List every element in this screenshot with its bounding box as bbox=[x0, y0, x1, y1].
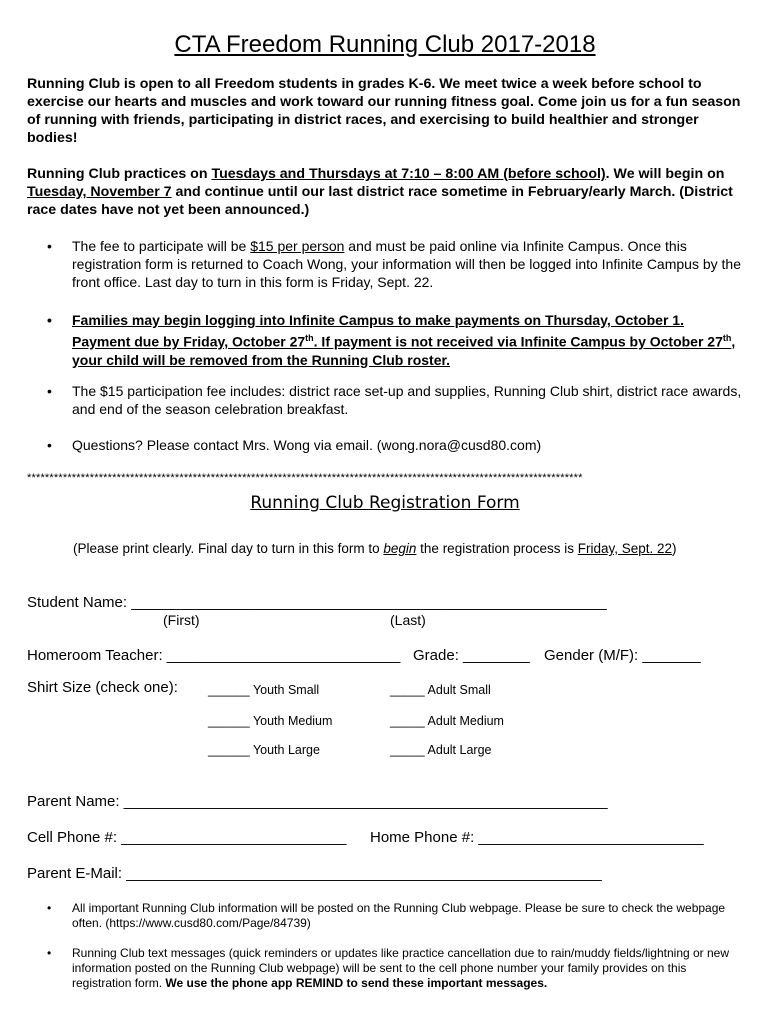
page-title: CTA Freedom Running Club 2017-2018 bbox=[174, 31, 596, 58]
fee-text-1: The fee to participate will be bbox=[72, 238, 251, 254]
last-name-label: (Last) bbox=[390, 612, 426, 628]
payment-text-3: , your child will be removed from the Running Club roster. bbox=[72, 333, 736, 368]
homeroom-teacher-field[interactable]: Homeroom Teacher: ____________________________ bbox=[27, 647, 401, 664]
form-title: Running Club Registration Form bbox=[250, 493, 520, 513]
shirt-option-adult-small[interactable]: _____ Adult Small bbox=[390, 683, 491, 697]
texts-note-bold: We use the phone app REMIND to send these important messages. bbox=[165, 976, 548, 990]
fee-bullet-text bbox=[72, 237, 744, 291]
payment-sup-1: th bbox=[305, 333, 314, 343]
payment-text-2: . If payment is not received via Infinite Campus by October 27 bbox=[313, 333, 723, 350]
payment-sup-2: th bbox=[722, 333, 732, 343]
form-instructions bbox=[73, 540, 677, 558]
shirt-option-youth-large[interactable]: ______ Youth Large bbox=[208, 743, 320, 757]
asterisk-separator: **************************************************************************************************************************** bbox=[27, 472, 583, 484]
schedule-paragraph bbox=[27, 165, 747, 219]
note-text-2: the registration process is bbox=[416, 541, 578, 556]
bullet-dot: • bbox=[47, 901, 52, 915]
shirt-option-youth-medium[interactable]: ______ Youth Medium bbox=[208, 714, 333, 728]
shirt-size-label: Shirt Size (check one): bbox=[27, 679, 178, 696]
home-phone-field[interactable]: Home Phone #: ___________________________ bbox=[370, 829, 704, 846]
shirt-option-adult-large[interactable]: _____ Adult Large bbox=[390, 743, 492, 757]
fee-text-2: and must be paid online via Infinite Campus. Once this registration form is returned to Coach Wong, your information will then be logged into Infinite Campus by the front office. Last day to turn in this form is Friday, Sept. 22. bbox=[72, 238, 741, 290]
bullet-dot: • bbox=[47, 312, 52, 328]
texts-note-1: Running Club text messages (quick reminders or updates like practice cancellation due to rain/muddy fields/lightning or new information posted on the Running Club webpage) will be sent to the cell phone number your family provides on this registration form. bbox=[72, 946, 730, 990]
bullet-dot: • bbox=[47, 383, 52, 399]
includes-bullet-text: The $15 participation fee includes: district race set-up and supplies, Running Club shirt, district race awards, and end of the season celebration breakfast. bbox=[72, 383, 742, 417]
gender-field[interactable]: Gender (M/F): _______ bbox=[544, 647, 701, 664]
student-name-field[interactable]: Student Name: _________________________________________________________ bbox=[27, 594, 607, 611]
schedule-start-date: Tuesday, November 7 bbox=[27, 184, 172, 200]
grade-field[interactable]: Grade: ________ bbox=[413, 647, 530, 664]
schedule-days: Tuesdays and Thursdays at 7:10 – 8:00 AM (before school) bbox=[211, 166, 606, 182]
intro-paragraph: Running Club is open to all Freedom students in grades K-6. We meet twice a week before school to exercise our hearts and muscles and work toward our running fitness goal. Come join us for a fun season of running with friends, participating in district races, and exercising to build healthier and stronger bodies! bbox=[27, 76, 741, 146]
payment-bullet-text bbox=[72, 311, 744, 369]
note-text-3: ) bbox=[672, 541, 677, 556]
questions-bullet-text: Questions? Please contact Mrs. Wong via email. (wong.nora@cusd80.com) bbox=[72, 437, 542, 453]
note-begin: begin bbox=[383, 541, 417, 556]
note-date: Friday, Sept. 22 bbox=[577, 541, 673, 556]
schedule-text-3: and continue until our last district race sometime in February/early March. (District race dates have not yet been announced.) bbox=[27, 184, 733, 218]
cell-phone-field[interactable]: Cell Phone #: ___________________________ bbox=[27, 829, 347, 846]
parent-name-field[interactable]: Parent Name: __________________________________________________________ bbox=[27, 793, 608, 810]
schedule-text-2: . We will begin on bbox=[605, 166, 725, 182]
shirt-option-adult-medium[interactable]: _____ Adult Medium bbox=[390, 714, 504, 728]
parent-email-field[interactable]: Parent E-Mail: _________________________________________________________ bbox=[27, 865, 602, 882]
payment-text-1: Families may begin logging into Infinite Campus to make payments on Thursday, October 1. Payment due by Friday, October 27 bbox=[72, 312, 684, 350]
text-messages-note-text bbox=[72, 946, 742, 991]
note-text-1: (Please print clearly. Final day to turn in this form to bbox=[73, 541, 384, 556]
fee-amount: $15 per person bbox=[250, 238, 345, 254]
bullet-dot: • bbox=[47, 946, 52, 960]
webpage-note-text: All important Running Club information will be posted on the Running Club webpage. Please be sure to check the webpage often. (https://www.cusd80.com/Page/84739) bbox=[72, 901, 726, 930]
first-name-label: (First) bbox=[163, 612, 200, 628]
shirt-option-youth-small[interactable]: ______ Youth Small bbox=[208, 683, 320, 697]
bullet-dot: • bbox=[47, 437, 52, 453]
schedule-text-1: Running Club practices on bbox=[27, 166, 212, 182]
bullet-dot: • bbox=[47, 238, 52, 254]
